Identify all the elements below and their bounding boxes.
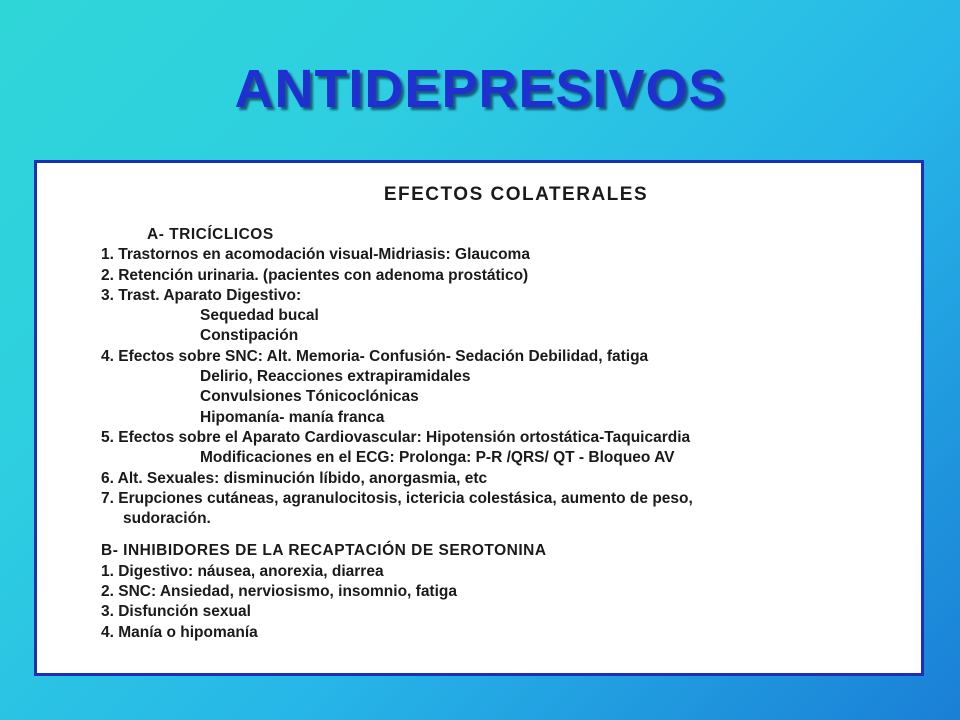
list-subitem: Hipomanía- manía franca [200, 408, 385, 426]
list-subitem: Delirio, Reacciones extrapiramidales [200, 368, 471, 386]
list-item: 1. Trastornos en acomodación visual-Midriasis: Glaucoma [101, 246, 530, 264]
list-item-continuation: sudoración. [123, 510, 211, 528]
section-b-heading: B- INHIBIDORES DE LA RECAPTACIÓN DE SEROTONINA [101, 542, 547, 560]
list-item: 4. Efectos sobre SNC: Alt. Memoria- Confusión- Sedación Debilidad, fatiga [101, 347, 649, 365]
list-subitem: Constipación [200, 327, 299, 345]
slide-title: ANTIDEPRESIVOS [234, 59, 726, 119]
section-a-heading: A- TRICÍCLICOS [147, 226, 274, 243]
content-panel [34, 160, 924, 676]
list-item: 4. Manía o hipomanía [101, 623, 258, 641]
list-item: 3. Disfunción sexual [101, 603, 251, 621]
section-gap [101, 529, 891, 541]
list-subitem: Sequedad bucal [200, 307, 319, 325]
list-item: 5. Efectos sobre el Aparato Cardiovascular: Hipotensión ortostática-Taquicardia [101, 428, 691, 446]
list-item: 2. Retención urinaria. (pacientes con adenoma prostático) [101, 266, 529, 284]
list-item: 7. Erupciones cutáneas, agranulocitosis, ictericia colestásica, aumento de peso, [101, 489, 693, 507]
list-subitem: Convulsiones Tónicoclónicas [200, 388, 419, 406]
panel-heading: EFECTOS COLATERALES [383, 184, 649, 205]
list-item: 2. SNC: Ansiedad, nerviosismo, insomnio, fatiga [101, 583, 457, 601]
panel-content [101, 183, 891, 643]
list-subitem: Modificaciones en el ECG: Prolonga: P-R /QRS/ QT - Bloqueo AV [200, 449, 675, 467]
list-item: 1. Digestivo: náusea, anorexia, diarrea [101, 562, 384, 580]
list-item: 6. Alt. Sexuales: disminución líbido, anorgasmia, etc [101, 469, 488, 487]
list-item: 3. Trast. Aparato Digestivo: [101, 286, 302, 304]
